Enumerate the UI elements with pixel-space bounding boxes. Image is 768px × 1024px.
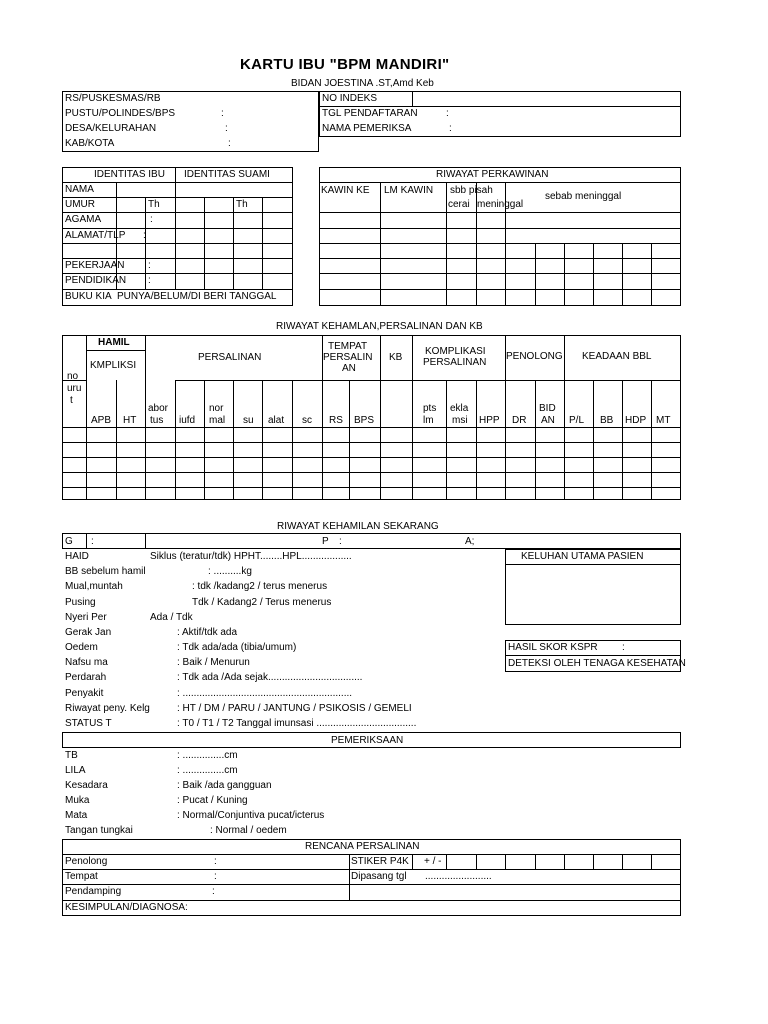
rencana-title: RENCANA PERSALINAN: [305, 841, 420, 852]
muka-value: : Pucat / Kuning: [177, 795, 248, 806]
normal-header: mal: [209, 415, 226, 426]
penyakit-label: Penyakit: [65, 688, 104, 699]
dipasang-value: ........................: [425, 871, 492, 882]
colon: :: [225, 123, 228, 134]
siklus-text: Siklus (teratur/tdk) HPHT........HPL..................: [150, 551, 352, 562]
pustu-label: PUSTU/POLINDES/BPS: [65, 108, 176, 119]
colon: :: [228, 138, 231, 149]
status-t-label: STATUS T: [65, 718, 112, 729]
tb-value: : ...............cm: [177, 750, 238, 761]
lila-value: : ...............cm: [177, 765, 238, 776]
perdarah-value: : Tdk ada /Ada sejak..................................: [177, 672, 363, 683]
dr-header: DR: [512, 415, 527, 426]
bb-header: BB: [600, 415, 614, 426]
su-header: su: [243, 415, 254, 426]
tempat-header: PERSALIN: [323, 352, 373, 363]
colon: :: [148, 260, 151, 271]
p-label: P: [322, 536, 329, 547]
hdp-header: HDP: [625, 415, 647, 426]
tempat-header: TEMPAT: [328, 341, 368, 352]
mt-header: MT: [656, 415, 671, 426]
oedem-value: : Tdk ada/ada (tibia/umum): [177, 642, 297, 653]
eklamsi-header: ekla: [450, 403, 469, 414]
identitas-ibu-header: IDENTITAS IBU: [94, 169, 165, 180]
tb-label: TB: [65, 750, 78, 761]
buku-kia-label: BUKU KIA: [65, 291, 112, 302]
colon: :: [221, 108, 224, 119]
muka-label: Muka: [65, 795, 90, 806]
cerai-label: cerai: [448, 199, 470, 210]
pusing-label: Pusing: [65, 597, 96, 608]
no-urut-header: uru: [67, 383, 82, 394]
kb-header: KB: [389, 352, 403, 363]
ht-header: HT: [123, 415, 137, 426]
kawin-ke-label: KAWIN KE: [321, 185, 370, 196]
colon: :: [446, 108, 449, 119]
stiker-label: STIKER P4K: [351, 856, 409, 867]
colon: :: [148, 275, 151, 286]
tgl-pendaftaran-label: TGL PENDAFTARAN: [322, 108, 418, 119]
pts-lm-header: lm: [423, 415, 434, 426]
penyakit-value: : .............................................................: [177, 688, 353, 699]
kesimpulan-label: KESIMPULAN/DIAGNOSA:: [65, 902, 188, 913]
meninggal-label: meninggal: [477, 199, 524, 210]
kspr-label: HASIL SKOR KSPR: [508, 642, 598, 653]
buku-kia-value: PUNYA/BELUM/DI BERI TANGGAL: [117, 291, 277, 302]
nafsu-value: : Baik / Menurun: [177, 657, 250, 668]
gerak-value: : Aktif/tdk ada: [177, 627, 238, 638]
stiker-value: + / -: [424, 856, 442, 867]
mual-value: : tdk /kadang2 / terus menerus: [192, 581, 328, 592]
nyeri-value: Ada / Tdk: [150, 612, 193, 623]
colon: :: [212, 886, 215, 897]
mata-label: Mata: [65, 810, 88, 821]
kehamilan-table-title: RIWAYAT KEHAMLAN,PERSALINAN DAN KB: [276, 321, 483, 332]
pts-lm-header: pts: [423, 403, 437, 414]
kmpliksi-header: KMPLIKSI: [90, 360, 137, 371]
colon: :: [214, 856, 217, 867]
rs-label: RS/PUSKESMAS/RB: [65, 93, 161, 104]
haid-label: HAID: [65, 551, 89, 562]
th-label: Th: [148, 199, 160, 210]
page-title: KARTU IBU "BPM MANDIRI": [240, 56, 450, 73]
no-indeks-label: NO INDEKS: [322, 93, 378, 104]
perdarah-label: Perdarah: [65, 672, 107, 683]
tangan-value: : Normal / oedem: [210, 825, 287, 836]
pl-header: P/L: [569, 415, 585, 426]
lila-label: LILA: [65, 765, 86, 776]
tempat-label: Tempat: [65, 871, 98, 882]
desa-label: DESA/KELURAHAN: [65, 123, 157, 134]
riwayat-kelg-label: Riwayat peny. Kelg: [65, 703, 150, 714]
penolong-header: PENOLONG: [506, 351, 563, 362]
hpp-header: HPP: [479, 415, 500, 426]
th-label: Th: [236, 199, 248, 210]
sekarang-title: RIWAYAT KEHAMILAN SEKARANG: [277, 521, 439, 532]
agama-label: AGAMA: [65, 214, 102, 225]
colon: :: [150, 214, 153, 225]
tangan-label: Tangan tungkai: [65, 825, 133, 836]
komplikasi-header: PERSALINAN: [423, 357, 487, 368]
colon: :: [143, 230, 146, 241]
pusing-value: Tdk / Kadang2 / Terus menerus: [192, 597, 332, 608]
gpa-row: [62, 533, 681, 549]
eklamsi-header: msi: [452, 415, 468, 426]
abortus-header: tus: [150, 415, 164, 426]
colon: :: [91, 536, 94, 547]
colon: :: [214, 871, 217, 882]
pendidikan-label: PENDIDIKAN: [65, 275, 127, 286]
gerak-label: Gerak Jan: [65, 627, 112, 638]
tempat-header: AN: [342, 363, 356, 374]
pemeriksaan-title: PEMERIKSAAN: [331, 735, 404, 746]
persalinan-header: PERSALINAN: [198, 352, 262, 363]
mual-label: Mual,muntah: [65, 581, 123, 592]
colon: :: [449, 123, 452, 134]
kesadaran-value: : Baik /ada gangguan: [177, 780, 272, 791]
colon: :: [622, 642, 625, 653]
nafsu-label: Nafsu ma: [65, 657, 108, 668]
abortus-header: abor: [148, 403, 169, 414]
no-urut-header: no: [67, 371, 79, 382]
bb-sebelum-hamil-value: : ..........kg: [208, 566, 252, 577]
bb-sebelum-hamil-label: BB sebelum hamil: [65, 566, 146, 577]
no-urut-header: t: [70, 395, 73, 406]
keluhan-label: KELUHAN UTAMA PASIEN: [521, 551, 644, 562]
rs-header: RS: [329, 415, 343, 426]
nyeri-label: Nyeri Per: [65, 612, 107, 623]
hamil-header: HAMIL: [98, 337, 130, 348]
lm-kawin-label: LM KAWIN: [384, 185, 434, 196]
dipasang-label: Dipasang tgl: [351, 871, 407, 882]
riwayat-kelg-value: : HT / DM / PARU / JANTUNG / PSIKOSIS / GEMELI: [177, 703, 412, 714]
oedem-label: Oedem: [65, 642, 98, 653]
pendamping-label: Pendamping: [65, 886, 122, 897]
komplikasi-header: KOMPLIKASI: [425, 346, 486, 357]
apb-header: APB: [91, 415, 112, 426]
keadaan-bbl-header: KEADAAN BBL: [582, 351, 652, 362]
mata-value: : Normal/Conjuntiva pucat/icterus: [177, 810, 325, 821]
identitas-suami-header: IDENTITAS SUAMI: [184, 169, 270, 180]
a-label: A;: [465, 536, 475, 547]
perkawinan-header: RIWAYAT PERKAWINAN: [436, 169, 549, 180]
umur-label: UMUR: [65, 199, 95, 210]
bidan-header: BID: [539, 403, 556, 414]
status-t-value: : T0 / T1 / T2 Tanggal imunsasi ....................................: [177, 718, 417, 729]
kab-label: KAB/KOTA: [65, 138, 115, 149]
page-subtitle: BIDAN JOESTINA .ST,Amd Keb: [291, 78, 434, 89]
normal-header: nor: [209, 403, 224, 414]
alamat-label: ALAMAT/TLP: [65, 230, 126, 241]
alat-header: alat: [268, 415, 285, 426]
nama-label: NAMA: [65, 184, 94, 195]
nama-pemeriksa-label: NAMA PEMERIKSA: [322, 123, 412, 134]
bps-header: BPS: [354, 415, 375, 426]
deteksi-label: DETEKSI OLEH TENAGA KESEHATAN: [508, 658, 686, 669]
pekerjaan-label: PEKERJAAN: [65, 260, 125, 271]
iufd-header: iufd: [179, 415, 196, 426]
penolong-label: Penolong: [65, 856, 108, 867]
kesadaran-label: Kesadara: [65, 780, 108, 791]
sebab-meninggal-label: sebab meninggal: [545, 191, 622, 202]
sc-header: sc: [302, 415, 312, 426]
g-label: G: [65, 536, 73, 547]
colon: :: [339, 536, 342, 547]
bidan-header: AN: [541, 415, 555, 426]
sbb-pisah-label: sbb pisah: [450, 185, 493, 196]
